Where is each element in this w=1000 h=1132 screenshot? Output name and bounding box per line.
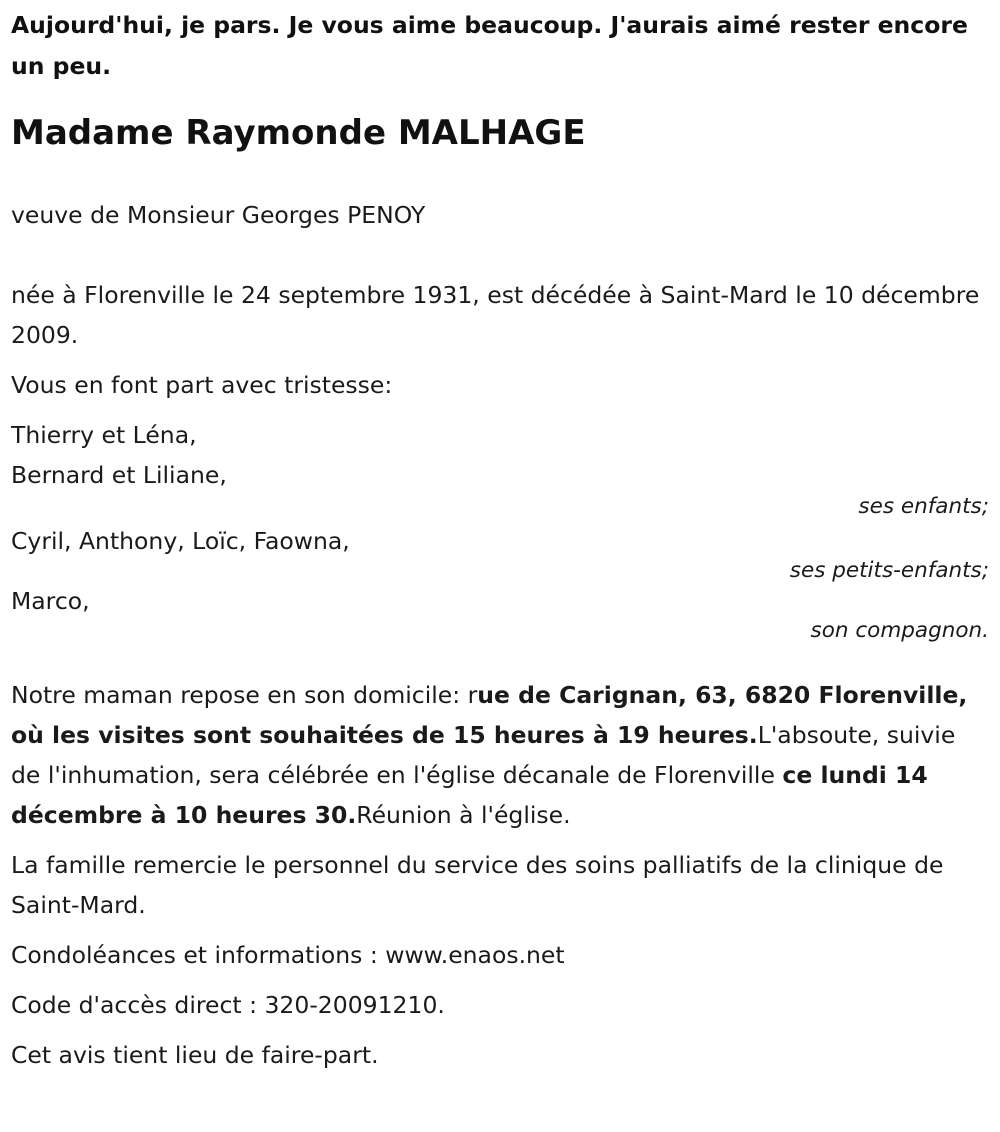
sharing-line: Vous en font part avec tristesse: bbox=[11, 371, 393, 399]
access-code-line: Code d'accès direct : 320-20091210. bbox=[11, 991, 445, 1019]
epigraph: Aujourd'hui, je pars. Je vous aime beaucoup. J'aurais aimé rester encore un peu. bbox=[11, 11, 968, 80]
widow-line: veuve de Monsieur Georges PENOY bbox=[11, 201, 426, 229]
ceremony-date: ce lundi 14 décembre à 10 heures 30. bbox=[11, 761, 928, 829]
grandchildren-line: Cyril, Anthony, Loïc, Faowna, bbox=[11, 527, 350, 555]
domicile-intro: Notre maman repose en son domicile: r bbox=[11, 681, 478, 709]
thanks-paragraph: La famille remercie le personnel du service des soins palliatifs de la clinique de Saint-Mard. bbox=[11, 851, 944, 919]
domicile-address: ue de Carignan, 63, 6820 Florenville, où les visites sont souhaitées de 15 heures à 19 heures. bbox=[11, 681, 968, 749]
children-line-1: Thierry et Léna, bbox=[11, 421, 197, 449]
deceased-name: Madame Raymonde MALHAGE bbox=[11, 113, 586, 153]
companion-role: son compagnon. bbox=[810, 618, 989, 643]
children-line-2: Bernard et Liliane, bbox=[11, 461, 227, 489]
family-list bbox=[11, 415, 989, 643]
reunion-text: Réunion à l'église. bbox=[356, 801, 571, 829]
birth-death-line: née à Florenville le 24 septembre 1931, est décédée à Saint-Mard le 10 décembre 2009. bbox=[11, 281, 980, 349]
children-role: ses enfants; bbox=[858, 494, 989, 519]
condolences-line: Condoléances et informations : www.enaos.net bbox=[11, 941, 565, 969]
obituary-notice bbox=[11, 0, 989, 1075]
absoute-text: L'absoute, suivie de l'inhumation, sera célébrée en l'église décanale de Florenville bbox=[11, 721, 956, 789]
domicile-paragraph bbox=[11, 675, 989, 835]
notice-line: Cet avis tient lieu de faire-part. bbox=[11, 1041, 379, 1069]
grandchildren-role: ses petits-enfants; bbox=[789, 558, 989, 583]
companion-line: Marco, bbox=[11, 587, 90, 615]
